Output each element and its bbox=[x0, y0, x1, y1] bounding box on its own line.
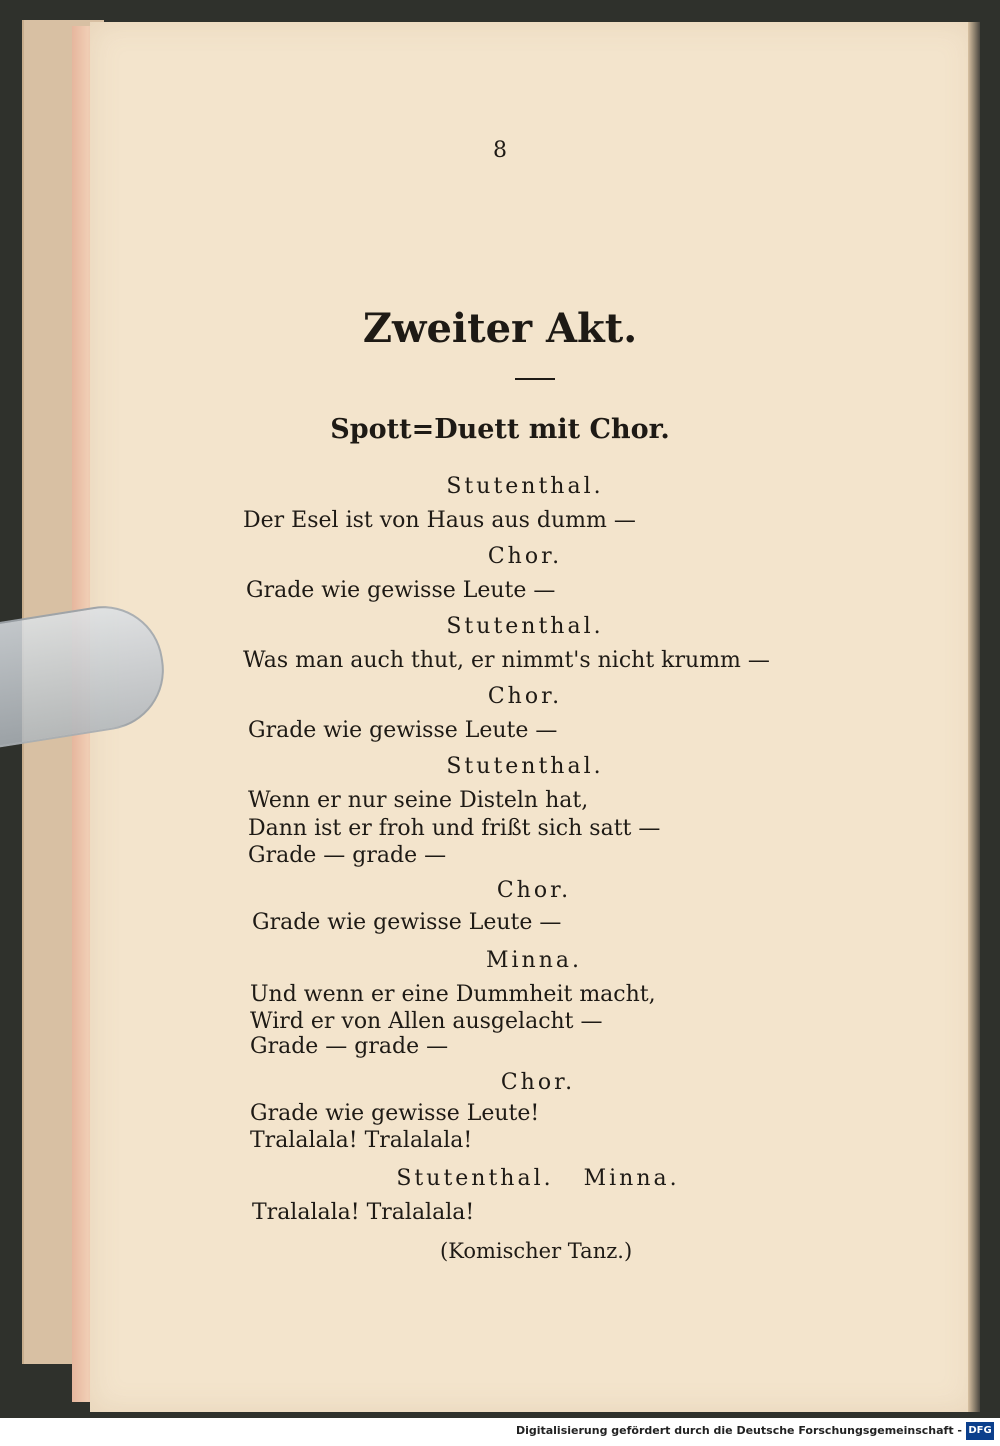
verse-line: Grade — grade — bbox=[250, 1034, 449, 1059]
verse-line: Wird er von Allen ausgelacht — bbox=[250, 1009, 603, 1034]
verse-line: Dann ist er froh und frißt sich satt — bbox=[248, 816, 661, 841]
stage-direction: (Komischer Tanz.) bbox=[440, 1239, 633, 1263]
speaker-line: Stutenthal. bbox=[446, 474, 604, 499]
verse-line: Grade wie gewisse Leute — bbox=[246, 578, 556, 603]
speaker-line: Stutenthal. bbox=[446, 754, 604, 779]
speaker-line: Chor. bbox=[500, 1070, 576, 1095]
verse-line: Und wenn er eine Dummheit macht, bbox=[250, 982, 656, 1007]
page-number: 8 bbox=[493, 138, 507, 163]
verse-line: Grade wie gewisse Leute — bbox=[252, 910, 562, 935]
speaker-line: Chor. bbox=[487, 684, 563, 709]
speaker-line: Chor. bbox=[496, 878, 572, 903]
speaker-line: Stutenthal. Minna. bbox=[396, 1166, 680, 1191]
title-rule bbox=[515, 378, 555, 380]
speaker-line: Minna. bbox=[485, 948, 582, 973]
verse-line: Der Esel ist von Haus aus dumm — bbox=[243, 508, 636, 533]
verse-line: Grade wie gewisse Leute! bbox=[250, 1101, 540, 1126]
verse-line: Was man auch thut, er nimmt's nicht krumm — bbox=[243, 648, 770, 673]
speaker-line: Chor. bbox=[487, 544, 563, 569]
verse-line: Grade — grade — bbox=[248, 843, 447, 868]
verse-line: Grade wie gewisse Leute — bbox=[248, 718, 558, 743]
speaker-line: Stutenthal. bbox=[446, 614, 604, 639]
dfg-logo: DFG bbox=[966, 1422, 994, 1440]
verse-line: Tralalala! Tralalala! bbox=[250, 1128, 473, 1153]
verse-line: Wenn er nur seine Disteln hat, bbox=[248, 788, 589, 813]
funding-credit: Digitalisierung gefördert durch die Deutsche Forschungsgemeinschaft - bbox=[515, 1424, 962, 1437]
act-title: Zweiter Akt. bbox=[362, 305, 638, 352]
section-subtitle: Spott=Duett mit Chor. bbox=[330, 414, 670, 445]
verse-line: Tralalala! Tralalala! bbox=[252, 1200, 475, 1225]
